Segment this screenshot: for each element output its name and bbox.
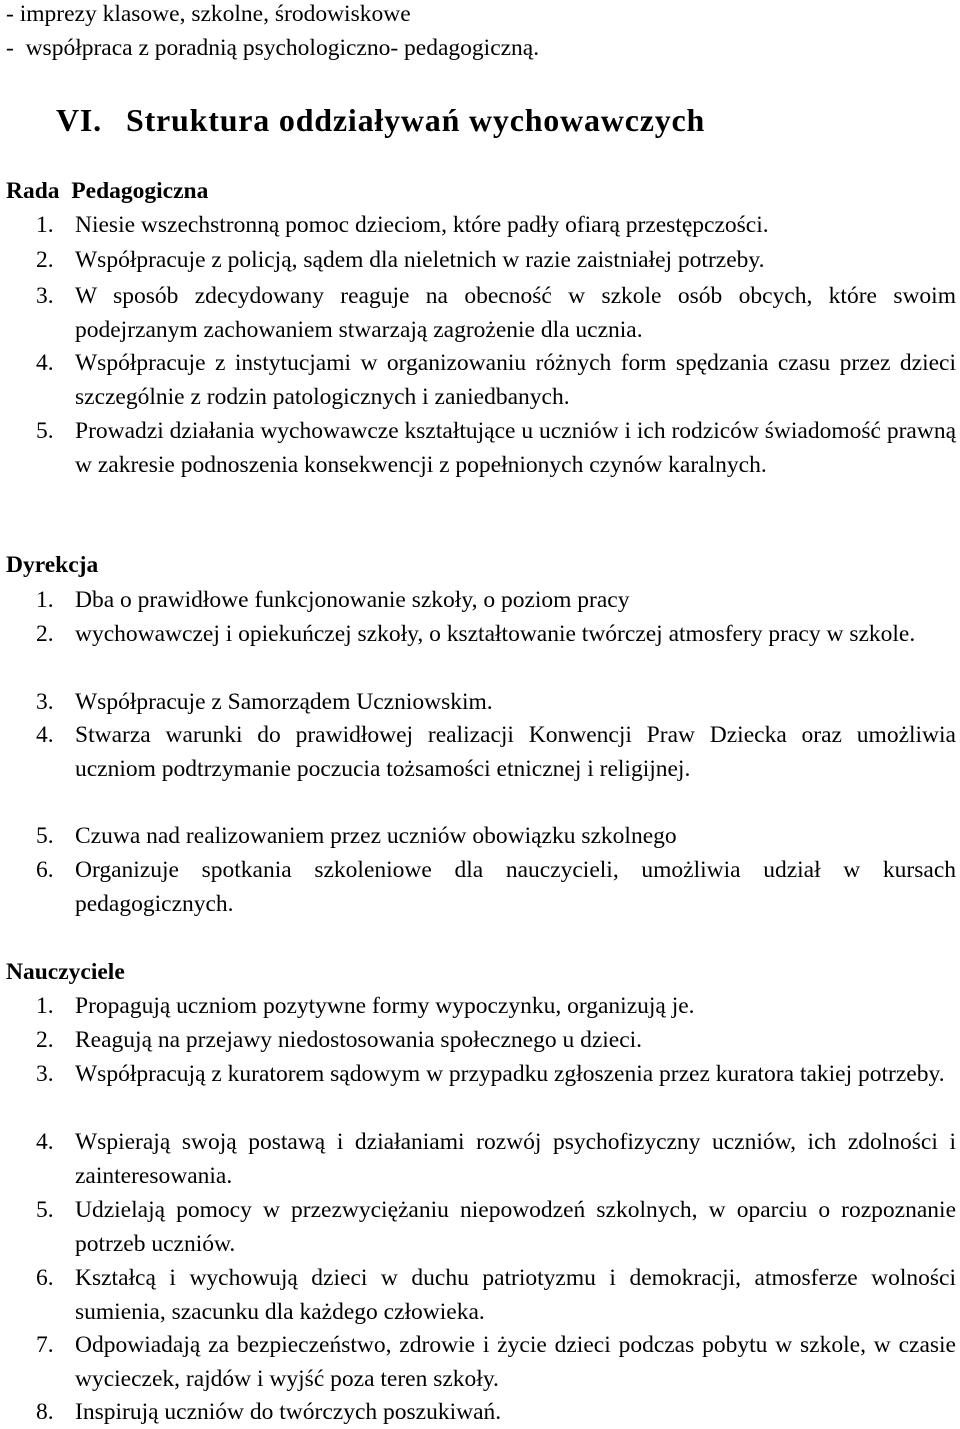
list-item-number: 8. (36, 1399, 54, 1425)
list-item-text: Propagują uczniom pozytywne formy wypoczynku, organizują je. (75, 993, 695, 1019)
list-item-number: 5. (36, 823, 54, 849)
list-item-number: 2. (36, 247, 54, 273)
list-item-number: 6. (36, 1265, 54, 1291)
list-item-number: 3. (36, 1061, 54, 1087)
list-item-number: 3. (36, 689, 54, 715)
list-item-text: Odpowiadają za bezpieczeństwo, zdrowie i życie dzieci podczas pobytu w szkole, w czasie wycieczek, rajdów i wyjść poza teren szkoły. (75, 1332, 956, 1392)
list-item-text: Niesie wszechstronną pomoc dzieciom, które padły ofiarą przestępczości. (75, 212, 769, 238)
section-title-nauczyciele: Nauczyciele (6, 959, 125, 985)
list-item-text: W sposób zdecydowany reaguje na obecność w szkole osób obcych, które swoim podejrzanym zachowaniem stwarzają zagrożenie dla ucznia. (75, 283, 956, 343)
list-item-text: Czuwa nad realizowaniem przez uczniów obowiązku szkolnego (75, 823, 677, 849)
section-title-dyrekcja: Dyrekcja (6, 552, 99, 578)
list-item-text: Stwarza warunki do prawidłowej realizacji Konwencji Praw Dziecka oraz umożliwia uczniom podtrzymanie poczucia tożsamości etnicznej i religijnej. (75, 722, 956, 782)
list-item-text: Organizuje spotkania szkoleniowe dla nauczycieli, umożliwia udział w kursach pedagogicznych. (75, 857, 956, 917)
list-item-number: 1. (36, 993, 54, 1019)
list-item-number: 3. (36, 283, 54, 309)
list-item-number: 7. (36, 1332, 54, 1358)
list-item-number: 1. (36, 212, 54, 238)
list-item-text: Współpracują z kuratorem sądowym w przypadku zgłoszenia przez kuratora takiej potrzeby. (75, 1061, 945, 1087)
list-item-number: 2. (36, 1027, 54, 1053)
intro-line: - imprezy klasowe, szkolne, środowiskowe (6, 1, 411, 27)
list-item-number: 4. (36, 350, 54, 376)
section-title-rada-pedagogiczna: Rada Pedagogiczna (6, 178, 209, 204)
chapter-heading (56, 100, 705, 140)
list-item-text: Dba o prawidłowe funkcjonowanie szkoły, o poziom pracy (75, 587, 630, 613)
list-item-number: 4. (36, 1129, 54, 1155)
list-item-text: Wspierają swoją postawą i działaniami rozwój psychofizyczny uczniów, ich zdolności i zainteresowania. (75, 1129, 956, 1189)
chapter-title: Struktura oddziaływań wychowawczych (126, 102, 706, 138)
list-item-text: Prowadzi działania wychowawcze kształtujące u uczniów i ich rodziców świadomość prawną w zakresie podnoszenia konsekwencji z popełnionych czynów karalnych. (75, 418, 956, 478)
list-item-text: Udzielają pomocy w przezwyciężaniu niepowodzeń szkolnych, w oparciu o rozpoznanie potrzeb uczniów. (75, 1197, 956, 1257)
list-item-text: Kształcą i wychowują dzieci w duchu patriotyzmu i demokracji, atmosferze wolności sumienia, szacunku dla każdego człowieka. (75, 1265, 956, 1325)
list-item-number: 5. (36, 1197, 54, 1223)
list-item-text: Współpracuje z instytucjami w organizowaniu różnych form spędzania czasu przez dzieci szczególnie z rodzin patologicznych i zaniedbanych. (75, 350, 956, 410)
list-item-text: Współpracuje z policją, sądem dla nieletnich w razie zaistniałej potrzeby. (75, 247, 765, 273)
list-item-number: 4. (36, 722, 54, 748)
list-item-number: 1. (36, 587, 54, 613)
list-item-text: wychowawczej i opiekuńczej szkoły, o kształtowanie twórczej atmosfery pracy w szkole. (75, 621, 916, 647)
chapter-number: VI. (56, 102, 102, 138)
list-item-number: 6. (36, 857, 54, 883)
intro-line: - współpraca z poradnią psychologiczno- pedagogiczną. (6, 35, 540, 61)
list-item-text: Współpracuje z Samorządem Uczniowskim. (75, 689, 493, 715)
list-item-number: 2. (36, 621, 54, 647)
list-item-text: Reagują na przejawy niedostosowania społecznego u dzieci. (75, 1027, 643, 1053)
list-item-number: 5. (36, 418, 54, 444)
list-item-text: Inspirują uczniów do twórczych poszukiwań. (75, 1399, 502, 1425)
